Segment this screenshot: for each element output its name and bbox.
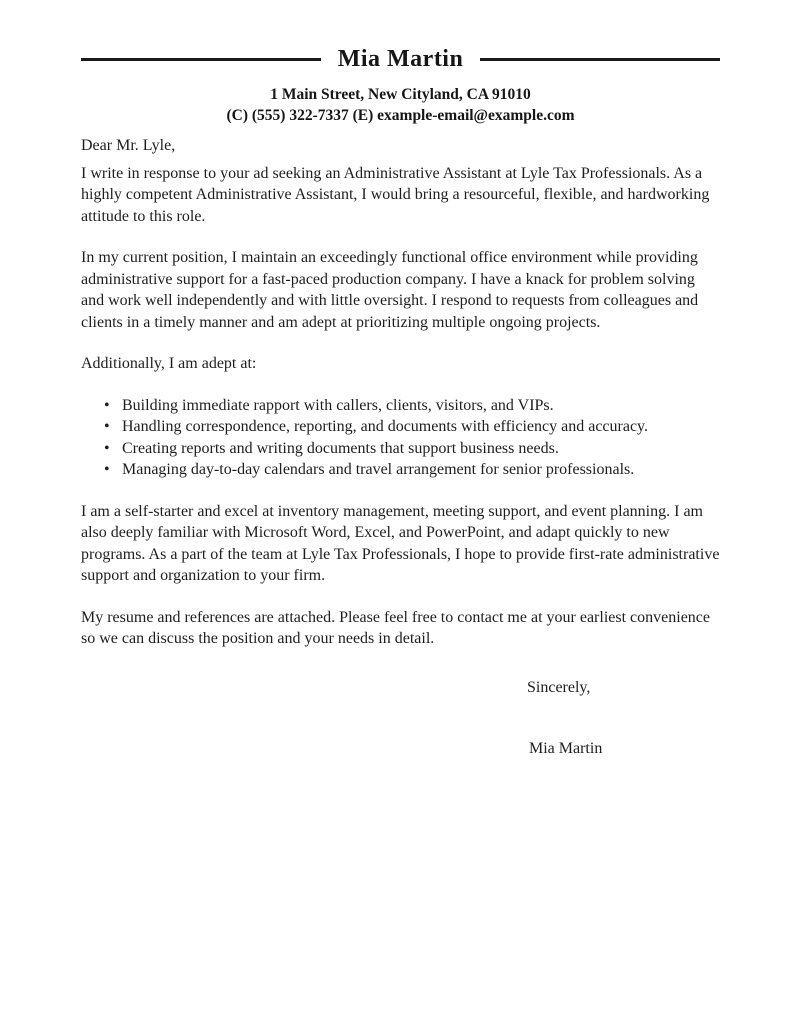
letterhead-name: Mia Martin: [337, 46, 464, 72]
signature-name: Mia Martin: [529, 740, 603, 757]
skills-list-intro: Additionally, I am adept at:: [81, 355, 257, 372]
paragraph-resume-attached: My resume and references are attached. Please feel free to contact me at your earliest convenience so we can discuss the position and your needs in detail.: [81, 608, 710, 647]
list-item: [104, 459, 720, 481]
letterhead-rule-row: [81, 46, 720, 73]
list-item-text: Handling correspondence, reporting, and documents with efficiency and accuracy.: [122, 418, 649, 435]
letterhead-left-rule: [81, 58, 321, 61]
list-item-text: Managing day-to-day calendars and travel arrangement for senior professionals.: [122, 461, 635, 478]
bullet-icon: •: [104, 439, 110, 457]
paragraph-self-starter: I am a self-starter and excel at inventory management, meeting support, and event planning. I am also deeply familiar with Microsoft Word, Excel, and PowerPoint, and adapt quickly to new programs. As a part of the team at Lyle Tax Professionals, I hope to provide first-rate administrative support and organization to your firm.: [81, 502, 720, 584]
closing-block: [527, 677, 720, 760]
skills-list: [81, 395, 720, 481]
salutation: Dear Mr. Lyle,: [81, 137, 176, 154]
list-item-text: Building immediate rapport with callers, clients, visitors, and VIPs.: [122, 396, 554, 414]
paragraph-intro: I write in response to your ad seeking an Administrative Assistant at Lyle Tax Professionals. As a highly competent Administrative Assistant, I would bring a resourceful, flexible, and hardworking attitude to this role.: [81, 164, 710, 225]
letterhead-address: 1 Main Street, New Cityland, CA 91010: [270, 86, 531, 103]
letter-body: [81, 135, 720, 760]
list-item: [104, 395, 720, 417]
bullet-icon: •: [104, 461, 110, 478]
list-item: [104, 438, 720, 460]
list-item: [104, 416, 720, 438]
bullet-icon: •: [104, 396, 110, 414]
paragraph-current-position: In my current position, I maintain an exceedingly functional office environment while providing administrative support for a fast-paced production company. I have a knack for problem solving and work well independently and with little oversight. I respond to requests from colleagues and clients in a timely manner and am adept at prioritizing multiple ongoing projects.: [81, 249, 699, 331]
closing-salutation: Sincerely,: [527, 678, 591, 696]
bullet-icon: •: [104, 418, 110, 435]
letterhead-right-rule: [480, 58, 720, 61]
list-item-text: Creating reports and writing documents that support business needs.: [122, 439, 559, 457]
letterhead-contact: (C) (555) 322-7337 (E) example-email@example.com: [226, 107, 575, 124]
letterhead: [81, 46, 720, 126]
